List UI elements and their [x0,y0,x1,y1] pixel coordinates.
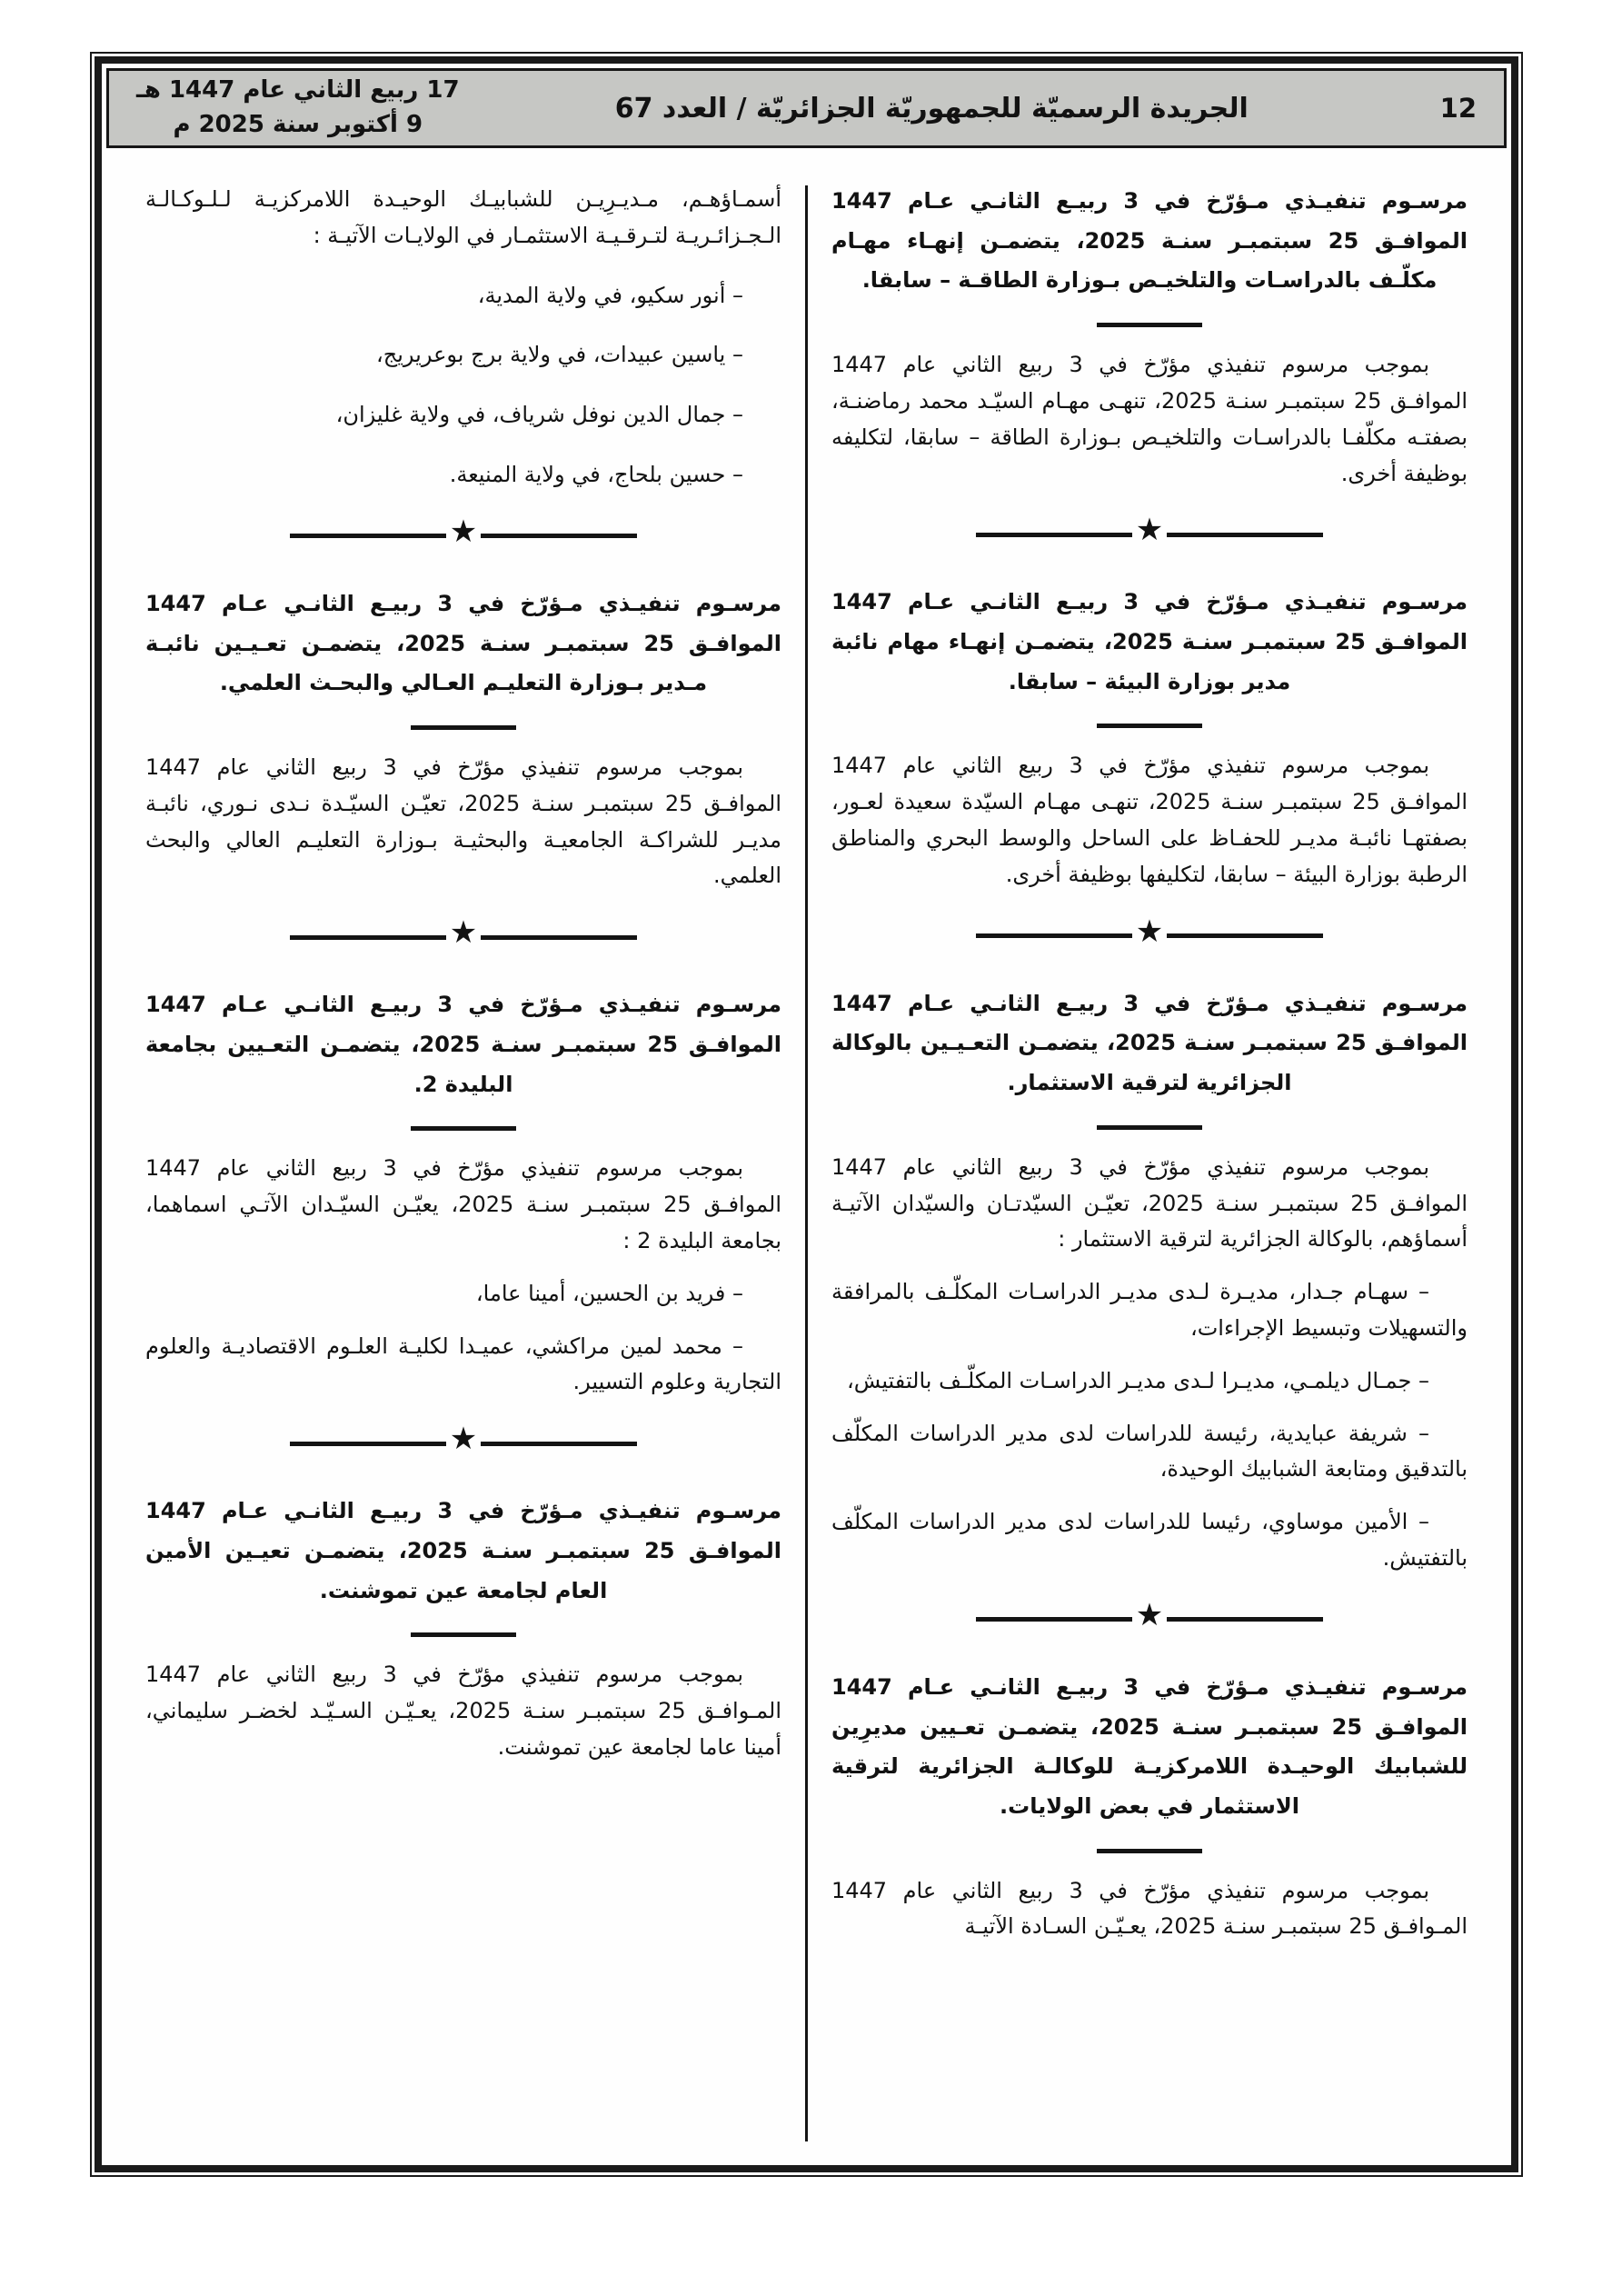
list-item: – سهـام جـدار، مديـرة لـدى مديـر الدراسـات المكلّـف بالمرافقة والتسهيلات وتبسيط الإجراءات، [831,1279,1468,1341]
star-separator [831,512,1468,550]
decree-body: بموجب مرسوم تنفيذي مؤرّخ في 3 ربيع الثاني عام 1447 الموافـق 25 سبتمبـر سنـة 2025، تعيّـن السيّدتـان والسيّدان الآتيـة أسماؤهم، بالوكالة الجزائرية لترقية الاستثمار : [831,1153,1468,1253]
column-divider [805,185,808,2141]
decree-section [831,1668,1468,1945]
decree-section [831,984,1468,1577]
decree-heading: مرسـوم تنفيـذي مـؤرّخ في 3 ربيـع الثانـي عـام 1447 الموافـق 25 سبتمبـر سنـة 2025، يتضمـن إنهـاء مهام نائبة مدير بوزارة البيئة – سابقا. [831,589,1468,694]
masthead-dates [136,74,460,142]
decree-body: بموجب مرسوم تنفيذي مؤرّخ في 3 ربيع الثاني عام 1447 الموافـق 25 سبتمبـر سنـة 2025، تعيّـن السيّـدة نـدى نـوري، نائبـة مديـر للشراكـة الجامعيـة والبحثيـة بـوزارة التعليـم العالي والبحث العلمي. [145,754,781,889]
gazette-title: الجريدة الرسميّة للجمهوريّة الجزائريّة / العدد 67 [614,92,1249,125]
separator-line [1167,1617,1323,1622]
separator-line [290,1442,446,1446]
heading-rule [1097,1125,1202,1130]
separator-line [976,533,1132,537]
decree-continuation [145,182,781,494]
star-separator [831,1596,1468,1635]
star-icon: ★ [449,914,478,952]
list-item: – حسين بلحاج، في ولاية المنيعة. [449,462,743,488]
decree-section [831,182,1468,492]
separator-line [976,933,1132,938]
decree-heading: مرسـوم تنفيـذي مـؤرّخ في 3 ربيـع الثانـي عـام 1447 الموافـق 25 سبتمبـر سنـة 2025، يتضمـن إنهـاء مهـام مكلّـف بالدراسـات والتلخيـص بـوزارة الطاقـة – سابقا. [831,188,1468,294]
star-separator [145,1421,781,1459]
decree-heading: مرسـوم تنفيـذي مـؤرّخ في 3 ربيـع الثانـي عـام 1447 الموافـق 25 سبتمبـر سنـة 2025، يتضمـن التعـيـين بالوكالة الجزائرية لترقية الاستثمار. [831,990,1468,1095]
separator-line [290,935,446,940]
star-icon: ★ [449,1421,478,1458]
decree-body: أسمـاؤهـم، مـديـرِيـن للشبابيـك الوحيـدة اللامركزيـة لـلـوكـالـة الـجـزائـريـة لتـرقـيـة الاستثمـار في الولايـات الآتيـة : [145,186,781,248]
page-frame [95,56,1518,2172]
list-item: – الأمين موساوي، رئيسا للدراسات لدى مدير الدراسات المكلّف بالتفتيش. [831,1509,1468,1572]
star-separator [145,914,781,953]
separator-line [976,1617,1132,1622]
separator-line [481,534,637,538]
heading-rule [411,725,516,730]
decree-section [145,985,781,1401]
column-left [122,176,805,2141]
decree-body: بموجب مرسوم تنفيذي مؤرّخ في 3 ربيع الثاني عام 1447 المـوافـق 25 سبتمبـر سنـة 2025، يعـيّـن السـادة الآتيـة [831,1877,1468,1940]
decree-heading: مرسـوم تنفيـذي مـؤرّخ في 3 ربيـع الثانـي عـام 1447 الموافـق 25 سبتمبـر سنـة 2025، يتضمـن تعـيين مديرِين للشبابيك الوحيـدة اللامركزيـة للوكالـة الجزائرية لترقية الاستثمار في بعض الولايات. [831,1673,1468,1819]
decree-section [145,584,781,894]
decree-heading: مرسـوم تنفيـذي مـؤرّخ في 3 ربيـع الثانـي عـام 1447 الموافـق 25 سبتمبـر سنـة 2025، يتضمـن تعيـين الأمين العام لجامعة عين تموشنت. [145,1498,782,1603]
separator-line [1167,533,1323,537]
separator-line [290,534,446,538]
decree-heading: مرسـوم تنفيـذي مـؤرّخ في 3 ربيـع الثانـي عـام 1447 الموافـق 25 سبتمبـر سنـة 2025، يتضمـن تعـيـين نائبـة مـدير بـوزارة التعليـم العـالي والبحـث العلمي. [145,590,782,696]
star-icon: ★ [1135,512,1164,549]
decree-heading: مرسـوم تنفيـذي مـؤرّخ في 3 ربيـع الثانـي عـام 1447 الموافـق 25 سبتمبـر سنـة 2025، يتضمـن التعـيين بجامعة البليدة 2. [145,992,782,1097]
list-item: – ياسين عبيدات، في ولاية برج بوعريريج، [376,342,743,368]
masthead [106,68,1507,148]
star-separator [145,513,781,552]
list-item: – شريفة عبايدية، رئيسة للدراسات لدى مدير الدراسات المكلّف بالتدقيق ومتابعة الشبابيك الوحيدة، [831,1420,1468,1482]
heading-rule [411,1126,516,1131]
separator-line [481,1442,637,1446]
decree-body: بموجب مرسوم تنفيذي مؤرّخ في 3 ربيع الثاني عام 1447 الموافـق 25 سبتمبـر سنـة 2025، تنهـى مهـام السيّـد محمد رماضنـة، بصفتـه مكلّفـا بالدراسـات والتلخيـص بـوزارة الطاقة – سابقا، لتكليفه بوظيفة أخرى. [831,352,1468,486]
decree-section [831,583,1468,893]
columns-area [102,153,1511,2141]
column-right [808,176,1491,2141]
star-separator [831,913,1468,952]
decree-body: بموجب مرسوم تنفيذي مؤرّخ في 3 ربيع الثاني عام 1447 المـوافـق 25 سبتمبـر سنـة 2025، يعـيّـن السـيّـد لخضـر سليماني، أمينا عاما لجامعة عين تموشنت. [145,1662,781,1760]
decree-body: بموجب مرسوم تنفيذي مؤرّخ في 3 ربيع الثاني عام 1447 الموافـق 25 سبتمبـر سنـة 2025، تنهـى مهـام السيّدة سعيدة لعـور، بصفتهـا نائبـة مديـر للحفـاظ على الساحل والوسط البحري والمناطق الرطبة بوزارة البيئة – سابقا، لتكليفها بوظيفة أخرى. [831,753,1468,887]
separator-line [481,935,637,940]
gregorian-date: 9 أكتوبر سنة 2025 م [173,111,423,138]
list-item: – محمد لمين مراكشي، عميـدا لكليـة العلـوم الاقتصاديـة والعلوم التجارية وعلوم التسيير. [145,1333,781,1395]
list-item: – جمال الدين نوفل شرياف، في ولاية غليزان، [335,402,743,428]
list-item: – أنور سكيو، في ولاية المدية، [477,282,743,308]
star-icon: ★ [449,513,478,550]
separator-line [1167,933,1323,938]
decree-body: بموجب مرسوم تنفيذي مؤرّخ في 3 ربيع الثاني عام 1447 الموافـق 25 سبتمبـر سنـة 2025، يعيّـن السيّـدان الآتـي اسماهما، بجامعة البليدة 2 : [145,1155,781,1253]
page-number: 12 [1439,93,1477,124]
list-item: – جمـال ديلمـي، مديـرا لـدى مديـر الدراسـات المكلّـف بالتفتيش، [846,1367,1429,1393]
heading-rule [411,1632,516,1637]
decree-section [145,1492,781,1766]
heading-rule [1097,724,1202,728]
star-icon: ★ [1135,1596,1164,1633]
hijri-date: 17 ربيع الثاني عام 1447 هـ [136,76,460,105]
heading-rule [1097,1849,1202,1853]
heading-rule [1097,323,1202,327]
list-item: – فريد بن الحسين، أمينا عاما، [475,1280,743,1306]
star-icon: ★ [1135,913,1164,950]
